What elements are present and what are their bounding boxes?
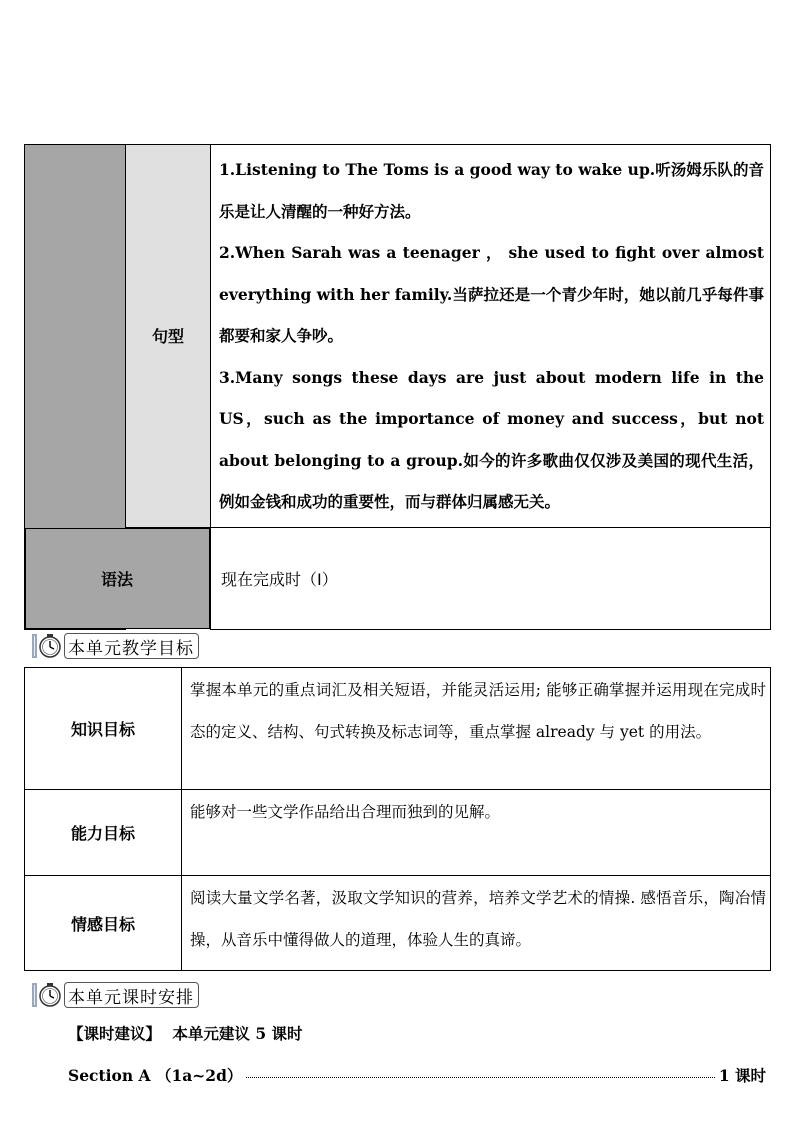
goal-row: [25, 876, 771, 971]
goal-text: 能够对一些文学作品给出合理而独到的见解。: [182, 790, 771, 876]
schedule-header-label: 本单元课时安排: [64, 982, 199, 1008]
sentences-grammar-table: [24, 144, 771, 630]
sentence-3: 3.Many songs these days are just about modern life in the US，such as the importance of money and success，but not about belonging to a group.如今的许多歌曲仅仅涉及美国的现代生活，例如金钱和成功的重要性，而与群体归属感无关。: [219, 367, 764, 511]
grammar-text: 现在完成时（Ⅰ）: [211, 527, 771, 629]
clock-icon: [30, 981, 64, 1009]
goals-header: [30, 632, 199, 660]
schedule-item: [68, 1064, 766, 1086]
suggestion-text: 本单元建议 5 课时: [172, 1024, 303, 1043]
schedule-suggestion: [68, 1022, 303, 1044]
schedule-header: [30, 981, 199, 1009]
goal-label: 能力目标: [25, 790, 182, 876]
goal-text: 掌握本单元的重点词汇及相关短语，并能灵活运用; 能够正确掌握并运用现在完成时态的定义、结构、句式转换及标志词等，重点掌握 already 与 yet 的用法。: [182, 668, 771, 790]
goal-row: [25, 668, 771, 790]
grammar-label: 语法: [25, 528, 210, 629]
sentences-label: 句型: [126, 145, 211, 528]
sentence-1: 1.Listening to The Toms is a good way to wake up.听汤姆乐队的音乐是让人清醒的一种好方法。: [219, 160, 764, 221]
goals-header-label: 本单元教学目标: [64, 633, 199, 659]
goal-label: 知识目标: [25, 668, 182, 790]
sentences-cell: [211, 145, 771, 528]
sentence-2: 2.When Sarah was a teenager ， she used to fight over almost everything with her family.当萨拉还是一个青少年时，她以前几乎每件事都要和家人争吵。: [219, 243, 764, 345]
clock-icon: [30, 632, 64, 660]
schedule-hours: 1 课时: [718, 1066, 766, 1085]
suggestion-label: 【课时建议】: [68, 1024, 162, 1043]
goal-label: 情感目标: [25, 876, 182, 971]
schedule-section: Section A （1a~2d）: [68, 1066, 243, 1085]
goals-table: [24, 667, 771, 971]
goal-text: 阅读大量文学名著，汲取文学知识的营养，培养文学艺术的情操. 感悟音乐，陶冶情操，从音乐中懂得做人的道理，体验人生的真谛。: [182, 876, 771, 971]
goal-row: [25, 790, 771, 876]
leader-dots: [246, 1077, 714, 1078]
